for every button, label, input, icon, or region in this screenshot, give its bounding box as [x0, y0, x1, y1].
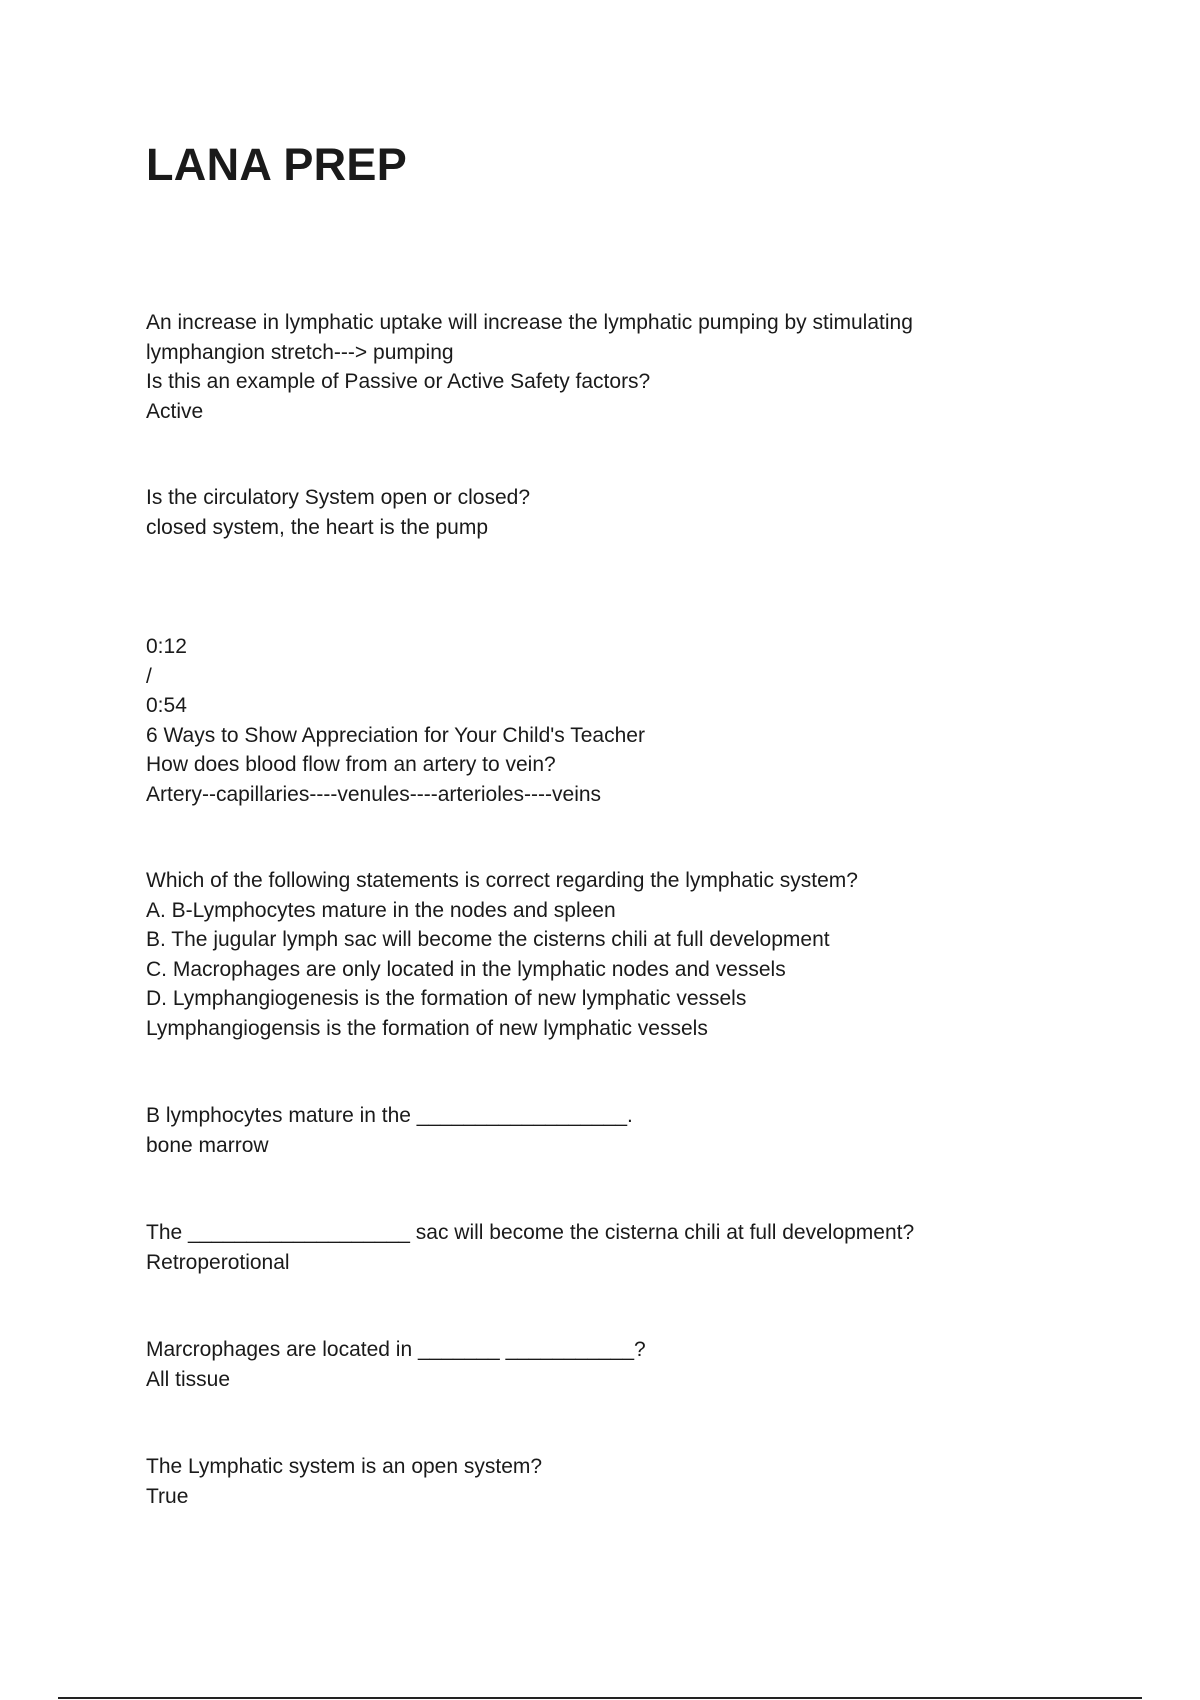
answer-line: All tissue — [146, 1367, 231, 1391]
question-line: Is this an example of Passive or Active Safety factors? — [146, 370, 651, 393]
text-line: An increase in lymphatic uptake will increase the lymphatic pumping by stimulating — [146, 311, 913, 334]
page-title: LANA PREP — [146, 139, 408, 190]
answer-line: Retroperotional — [146, 1250, 290, 1274]
option-c: C. Macrophages are only located in the lymphatic nodes and vessels — [146, 957, 786, 981]
qa-block-macrophages — [146, 1335, 1146, 1394]
question-line: Marcrophages are located in _______ ___________? — [146, 1338, 646, 1361]
video-duration: 0:54 — [146, 694, 187, 717]
answer-line: Lymphangiogensis is the formation of new lymphatic vessels — [146, 1016, 708, 1040]
option-b: B. The jugular lymph sac will become the cisterns chili at full development — [146, 928, 830, 951]
qa-block-circulatory-system — [146, 483, 1146, 542]
document-body — [146, 308, 1146, 1511]
question-line: How does blood flow from an artery to vein? — [146, 753, 556, 776]
answer-line: Active — [146, 399, 204, 423]
video-title: 6 Ways to Show Appreciation for Your Child's Teacher — [146, 723, 645, 747]
qa-block-cisterna-chili — [146, 1218, 1146, 1277]
answer-line: closed system, the heart is the pump — [146, 515, 488, 539]
question-line: The Lymphatic system is an open system? — [146, 1455, 543, 1478]
footer-divider — [58, 1697, 1142, 1699]
qa-block-lymphatic-statements — [146, 866, 1146, 1043]
question-line: B lymphocytes mature in the __________________. — [146, 1104, 633, 1127]
qa-block-lymphatic-open-system — [146, 1452, 1146, 1511]
question-line: The ___________________ sac will become the cisterna chili at full development? — [146, 1221, 915, 1244]
qa-block-blood-flow — [146, 632, 1146, 809]
question-line: Which of the following statements is correct regarding the lymphatic system? — [146, 869, 858, 892]
qa-block-b-lymphocytes — [146, 1101, 1146, 1160]
video-current-time: 0:12 — [146, 635, 187, 658]
text-line: lymphangion stretch---> pumping — [146, 340, 454, 364]
question-line: Is the circulatory System open or closed? — [146, 486, 531, 509]
answer-line: True — [146, 1484, 189, 1508]
video-time-separator: / — [146, 664, 152, 688]
qa-block-lymphatic-uptake — [146, 308, 1146, 426]
option-d: D. Lymphangiogenesis is the formation of new lymphatic vessels — [146, 987, 747, 1010]
answer-line: bone marrow — [146, 1133, 269, 1157]
option-a: A. B-Lymphocytes mature in the nodes and spleen — [146, 898, 616, 922]
answer-line: Artery--capillaries----venules----arterioles----veins — [146, 782, 602, 806]
